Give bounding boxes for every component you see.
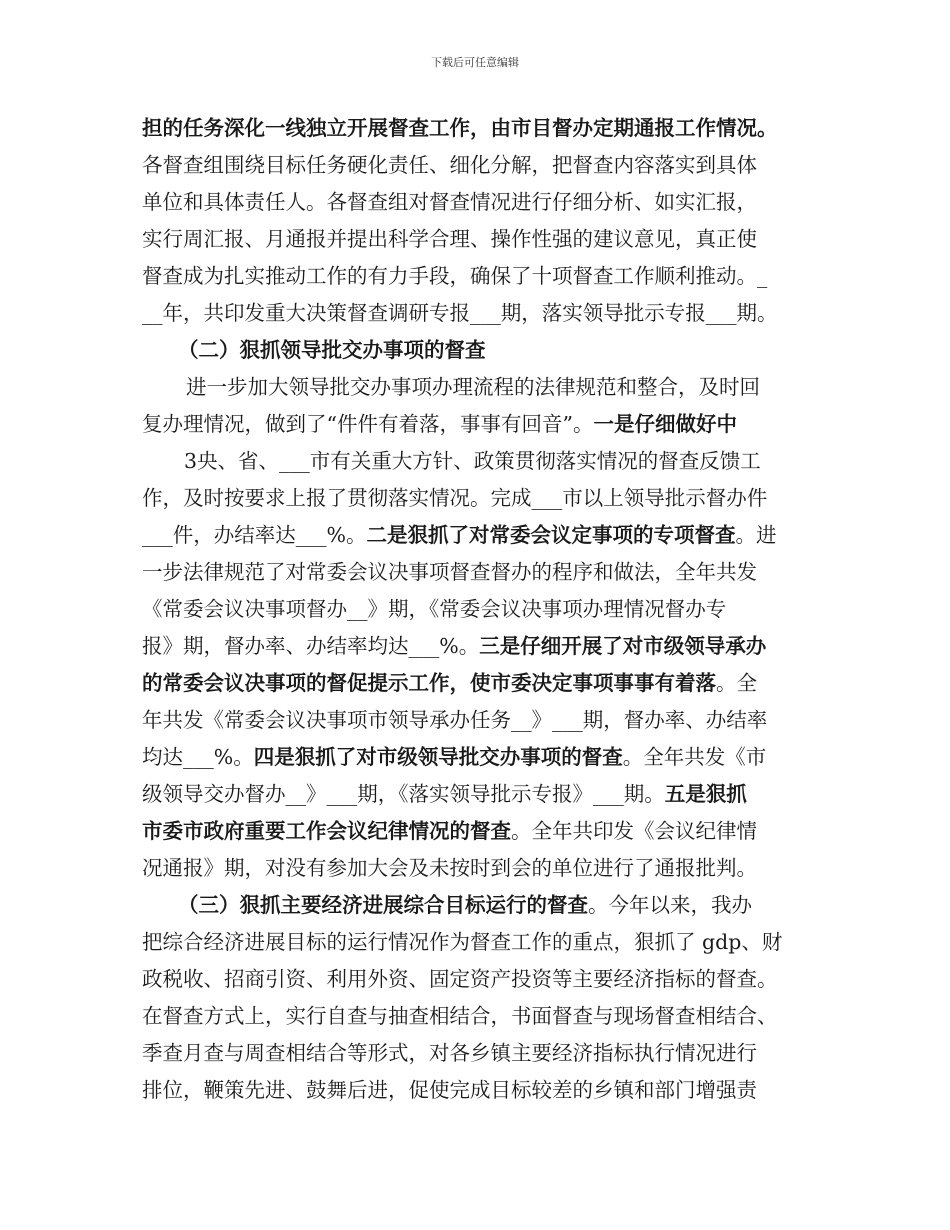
text-line: [142, 924, 832, 961]
text-run: 。全: [716, 671, 757, 695]
document-body: [142, 110, 832, 1109]
text-run: 《常委会议决事项督办__》期，《常委会议决事项办理情况督办专: [142, 597, 727, 621]
text-run: 督查成为扎实推动工作的有力手段，确保了十项督查工作顺利推动。_: [142, 264, 768, 288]
text-run: 作，及时按要求上报了贯彻落实情况。完成___市以上领导批示督办件: [142, 486, 768, 510]
text-line: [142, 591, 832, 628]
bold-run: 市委市政府重要工作会议纪律情况的督查: [142, 819, 511, 843]
text-run: 政税收、招商引资、利用外资、固定资产投资等主要经济指标的督查。: [142, 967, 778, 991]
text-line: [142, 813, 832, 850]
page-header-note: 下载后可任意编辑: [431, 56, 519, 69]
bold-run: 一是仔细做好中: [593, 412, 737, 436]
text-run: 实行周汇报、月通报并提出科学合理、操作性强的建议意见，真正使: [142, 227, 757, 251]
text-line: [142, 776, 832, 813]
text-run: 。今年以来，我办: [588, 893, 752, 917]
text-line: [142, 1072, 832, 1109]
text-run: 均达___%。: [142, 745, 254, 769]
text-run: 季查月查与周查相结合等形式，对各乡镇主要经济指标执行情况进行: [142, 1041, 757, 1065]
text-run: 把综合经济进展目标的运行情况作为督查工作的重点，狠抓了 gdp、财: [142, 930, 783, 954]
text-line: [142, 480, 832, 517]
text-run: 3央、省、___市有关重大方针、政策贯彻落实情况的督查反馈工: [184, 449, 761, 473]
text-run: 在督查方式上，实行自查与抽查相结合，书面督查与现场督查相结合、: [142, 1004, 778, 1028]
text-run: 级领导交办督办__》___期，《落实领导批示专报》___期。: [142, 782, 665, 806]
text-line: [142, 295, 832, 332]
text-line: [142, 961, 832, 998]
text-run: 年共发《常委会议决事项市领导承办任务__》___期，督办率、办结率: [142, 708, 768, 732]
text-run: __年，共印发重大决策督查调研专报___期，落实领导批示专报___期。: [142, 301, 778, 325]
text-line: [142, 739, 832, 776]
text-run: 各督查组围绕目标任务硬化责任、细化分解，把督查内容落实到具体: [142, 153, 757, 177]
text-run: 况通报》期，对没有参加大会及未按时到会的单位进行了通报批判。: [142, 856, 757, 880]
bold-run: 担的任务深化一线独立开展督查工作，由市目督办定期通报工作情况。: [142, 116, 778, 140]
text-line: [142, 702, 832, 739]
text-run: 一步法律规范了对常委会议决事项督查督办的程序和做法，全年共发: [142, 560, 757, 584]
text-line: [142, 110, 832, 147]
text-line: [142, 258, 832, 295]
bold-run: 三是仔细开展了对市级领导承办: [479, 634, 767, 658]
text-run: 。全年共发《市: [622, 745, 767, 769]
text-run: 排位，鞭策先进、鼓舞后进，促使完成目标较差的乡镇和部门增强责: [142, 1078, 757, 1102]
section-heading: [142, 332, 832, 369]
text-line: [142, 184, 832, 221]
text-line: [142, 221, 832, 258]
bold-run: 二是狠抓了对常委会议定事项的专项督查: [366, 523, 736, 547]
text-run: 进一步加大领导批交办事项办理流程的法律规范和整合，及时回: [186, 375, 760, 399]
text-line: [142, 850, 832, 887]
bold-run: （三）狠抓主要经济进展综合目标运行的督查: [178, 893, 588, 917]
bold-run: 四是狠抓了对市级领导批交办事项的督查: [253, 745, 623, 769]
text-line: [142, 554, 832, 591]
text-line: [142, 998, 832, 1035]
section-heading: [142, 887, 832, 924]
bold-run: 五是狠抓: [664, 782, 747, 806]
bold-run: 的常委会议决事项的督促提示工作，使市委决定事项事事有着落: [142, 671, 716, 695]
text-run: 单位和具体责任人。各督查组对督查情况进行仔细分析、如实汇报，: [142, 190, 757, 214]
text-run: 。全年共印发《会议纪律情: [511, 819, 757, 843]
text-run: 。进: [735, 523, 777, 547]
text-line: [142, 443, 832, 480]
text-run: ___件，办结率达___%。: [142, 523, 367, 547]
text-run: 复办理情况，做到了“件件有着落，事事有回音”。: [142, 412, 594, 436]
text-line: [142, 517, 832, 554]
text-line: [142, 147, 832, 184]
text-line: [142, 1035, 832, 1072]
text-line: [142, 665, 832, 702]
text-line: [142, 406, 832, 443]
text-run: 报》期，督办率、办结率均达___%。: [142, 634, 480, 658]
text-line: [142, 628, 832, 665]
bold-run: （二）狠抓领导批交办事项的督查: [178, 338, 486, 362]
paragraph-first-line: [142, 369, 832, 406]
